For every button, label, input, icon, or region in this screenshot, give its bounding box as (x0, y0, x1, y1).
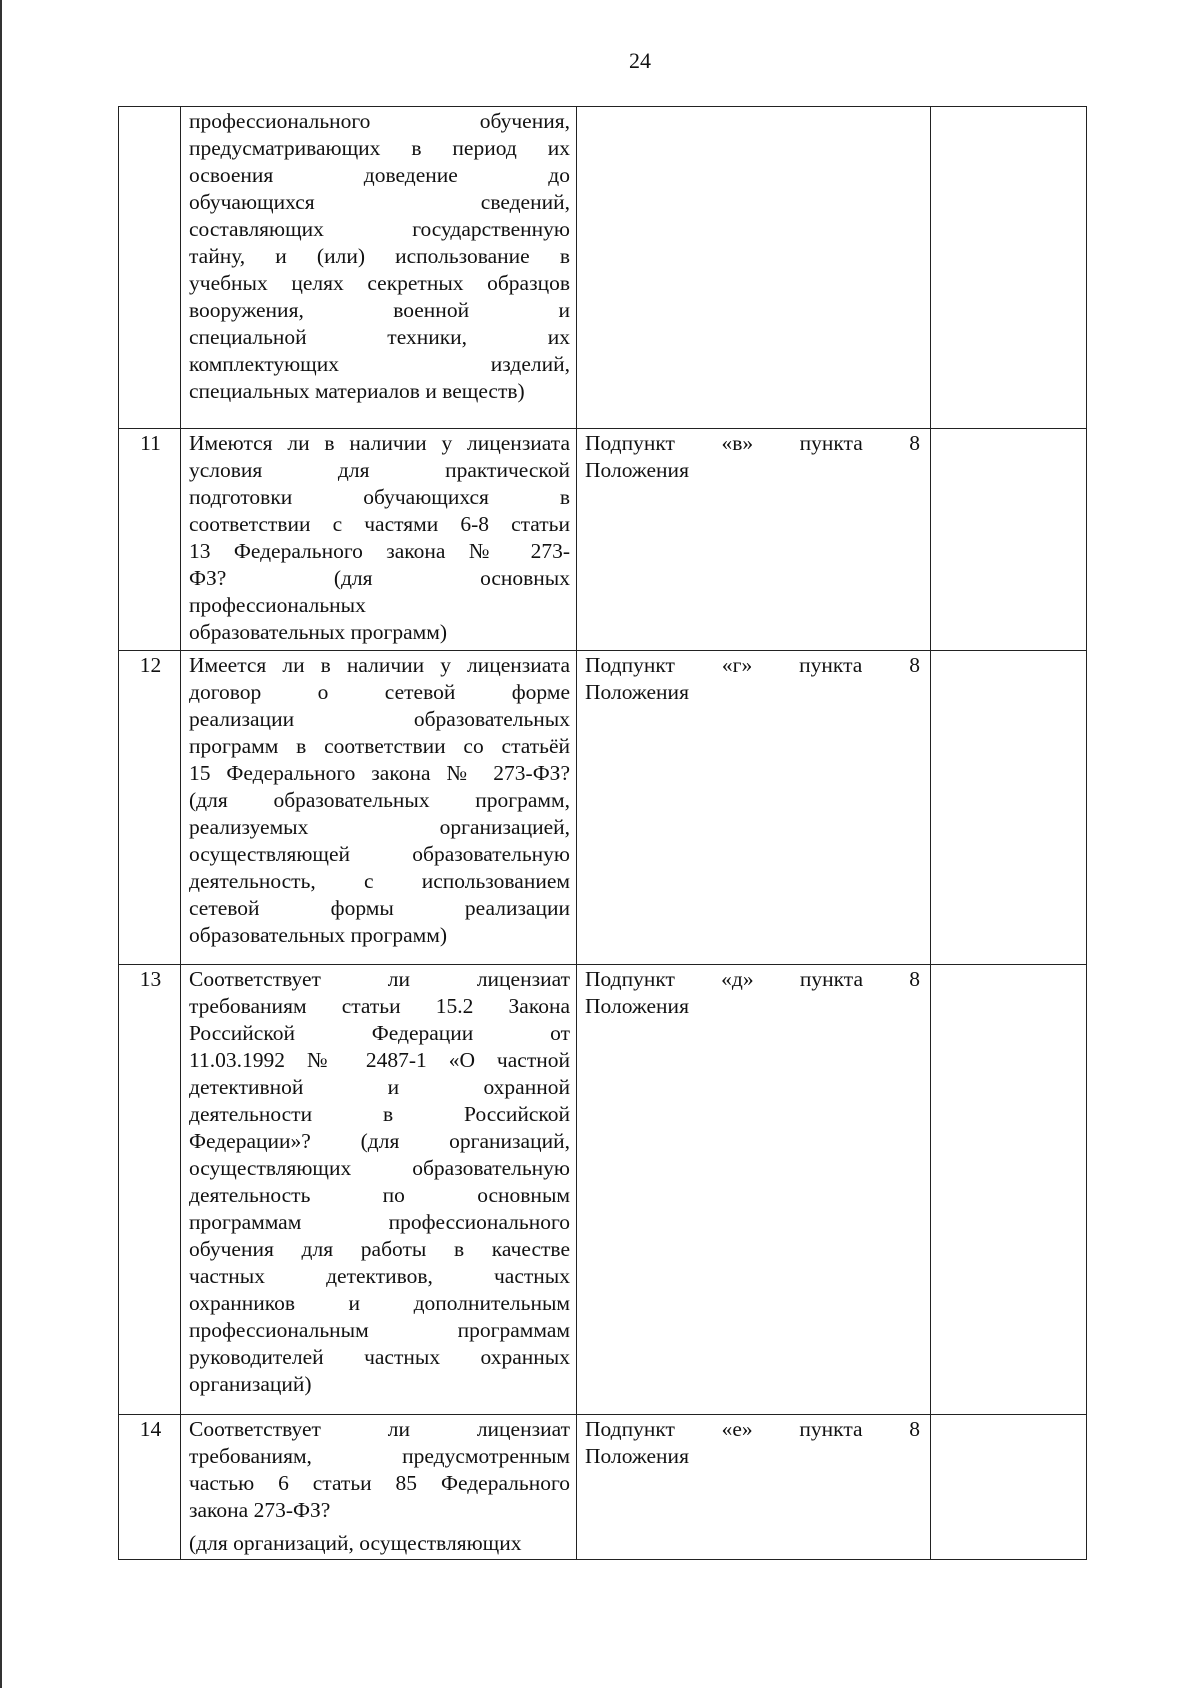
reference-word: «д» (721, 967, 754, 991)
question-line: программ в соответствии со статьёй (189, 734, 570, 758)
question-line: специальных материалов и веществ) (189, 379, 525, 403)
row-number: 14 (119, 1415, 181, 1560)
reference-word: 8 (909, 967, 920, 991)
reference-line (585, 1416, 924, 1443)
reference-word: «г» (721, 653, 753, 677)
reference-word: пункта (799, 653, 863, 677)
notes-cell (931, 965, 1087, 1415)
question-line: закона 273-ФЗ? (189, 1498, 331, 1522)
reference-word: Подпункт (585, 1417, 675, 1441)
question-line: договор о сетевой форме (189, 680, 570, 704)
reference-line-2: Положения (585, 1444, 689, 1468)
table-row (119, 965, 1087, 1415)
question-line: тайну, и (или) использование в (189, 244, 570, 268)
question-line: сетевой формы реализации (189, 896, 570, 920)
question-line: осуществляющей образовательную (189, 842, 570, 866)
question-line: обучения для работы в качестве (189, 1237, 570, 1261)
question-line: Соответствует ли лицензиат (189, 967, 570, 991)
question-line: частью 6 статьи 85 Федерального (189, 1471, 570, 1495)
reference-cell (577, 651, 931, 965)
question-cell (181, 1415, 577, 1560)
notes-cell (931, 107, 1087, 429)
question-line: предусматривающих в период их (189, 136, 570, 160)
question-line: деятельность по основным (189, 1183, 570, 1207)
reference-word: Подпункт (585, 653, 675, 677)
table-row (119, 107, 1087, 429)
question-note: (для организаций, осуществляющих (189, 1531, 522, 1555)
question-line: обучающихся сведений, (189, 190, 570, 214)
question-line: требованиям, предусмотренным (189, 1444, 570, 1468)
question-line: подготовки обучающихся в (189, 485, 570, 509)
question-cell (181, 965, 577, 1415)
question-line: образовательных программ) (189, 923, 447, 947)
row-number: 12 (119, 651, 181, 965)
notes-cell (931, 651, 1087, 965)
question-line: Российской Федерации от (189, 1021, 570, 1045)
row-number: 13 (119, 965, 181, 1415)
question-line: деятельности в Российской (189, 1102, 570, 1126)
reference-cell (577, 1415, 931, 1560)
reference-cell (577, 965, 931, 1415)
question-line: Федерации»? (для организаций, (189, 1129, 570, 1153)
reference-word: Подпункт (585, 967, 675, 991)
question-line: освоения доведение до (189, 163, 570, 187)
question-line: руководителей частных охранных (189, 1345, 570, 1369)
question-line: реализуемых организацией, (189, 815, 570, 839)
reference-line (585, 652, 924, 679)
notes-cell (931, 429, 1087, 651)
question-line: комплектующих изделий, (189, 352, 570, 376)
reference-line-2: Положения (585, 680, 689, 704)
reference-word: «е» (721, 1417, 753, 1441)
row-number (119, 107, 181, 429)
question-line: профессиональных (189, 593, 366, 617)
question-line: реализации образовательных (189, 707, 570, 731)
question-line: деятельность, с использованием (189, 869, 570, 893)
question-line: организаций) (189, 1372, 312, 1396)
question-line: ФЗ? (для основных (189, 566, 570, 590)
page-number: 24 (629, 48, 651, 73)
question-line: 15 Федерального закона № 273-ФЗ? (189, 761, 570, 785)
question-line: профессиональным программам (189, 1318, 570, 1342)
question-line: профессионального обучения, (189, 109, 570, 133)
reference-cell (577, 107, 931, 429)
question-line: требованиям статьи 15.2 Закона (189, 994, 570, 1018)
question-line: охранников и дополнительным (189, 1291, 570, 1315)
question-line: частных детективов, частных (189, 1264, 570, 1288)
question-cell (181, 107, 577, 429)
reference-word: пункта (799, 967, 863, 991)
question-line: образовательных программ) (189, 620, 447, 644)
question-line: программам профессионального (189, 1210, 570, 1234)
question-line: составляющих государственную (189, 217, 570, 241)
question-line: Имеется ли в наличии у лицензиата (189, 653, 570, 677)
reference-line-2: Положения (585, 458, 689, 482)
question-line: соответствии с частями 6-8 статьи (189, 512, 570, 536)
notes-cell (931, 1415, 1087, 1560)
question-line: 13 Федерального закона № 273- (189, 539, 570, 563)
question-line: Имеются ли в наличии у лицензиата (189, 431, 570, 455)
reference-word: Подпункт (585, 431, 675, 455)
reference-word: «в» (721, 431, 754, 455)
question-line: вооружения, военной и (189, 298, 570, 322)
reference-cell (577, 429, 931, 651)
reference-line (585, 430, 924, 457)
checklist-table (118, 106, 1087, 1560)
question-line: осуществляющих образовательную (189, 1156, 570, 1180)
row-number: 11 (119, 429, 181, 651)
scan-edge (0, 0, 2, 1688)
question-line: учебных целях секретных образцов (189, 271, 570, 295)
question-line: 11.03.1992 № 2487-1 «О частной (189, 1048, 570, 1072)
question-line: Соответствует ли лицензиат (189, 1417, 570, 1441)
reference-word: пункта (799, 431, 863, 455)
reference-word: 8 (909, 653, 920, 677)
question-line: специальной техники, их (189, 325, 570, 349)
question-cell (181, 651, 577, 965)
question-line: (для образовательных программ, (189, 788, 570, 812)
question-cell (181, 429, 577, 651)
table-row (119, 651, 1087, 965)
reference-line-2: Положения (585, 994, 689, 1018)
table-row (119, 429, 1087, 651)
question-line: детективной и охранной (189, 1075, 570, 1099)
question-line: условия для практической (189, 458, 570, 482)
reference-word: 8 (909, 1417, 920, 1441)
reference-line (585, 966, 924, 993)
reference-word: пункта (799, 1417, 863, 1441)
table-row (119, 1415, 1087, 1560)
reference-word: 8 (909, 431, 920, 455)
